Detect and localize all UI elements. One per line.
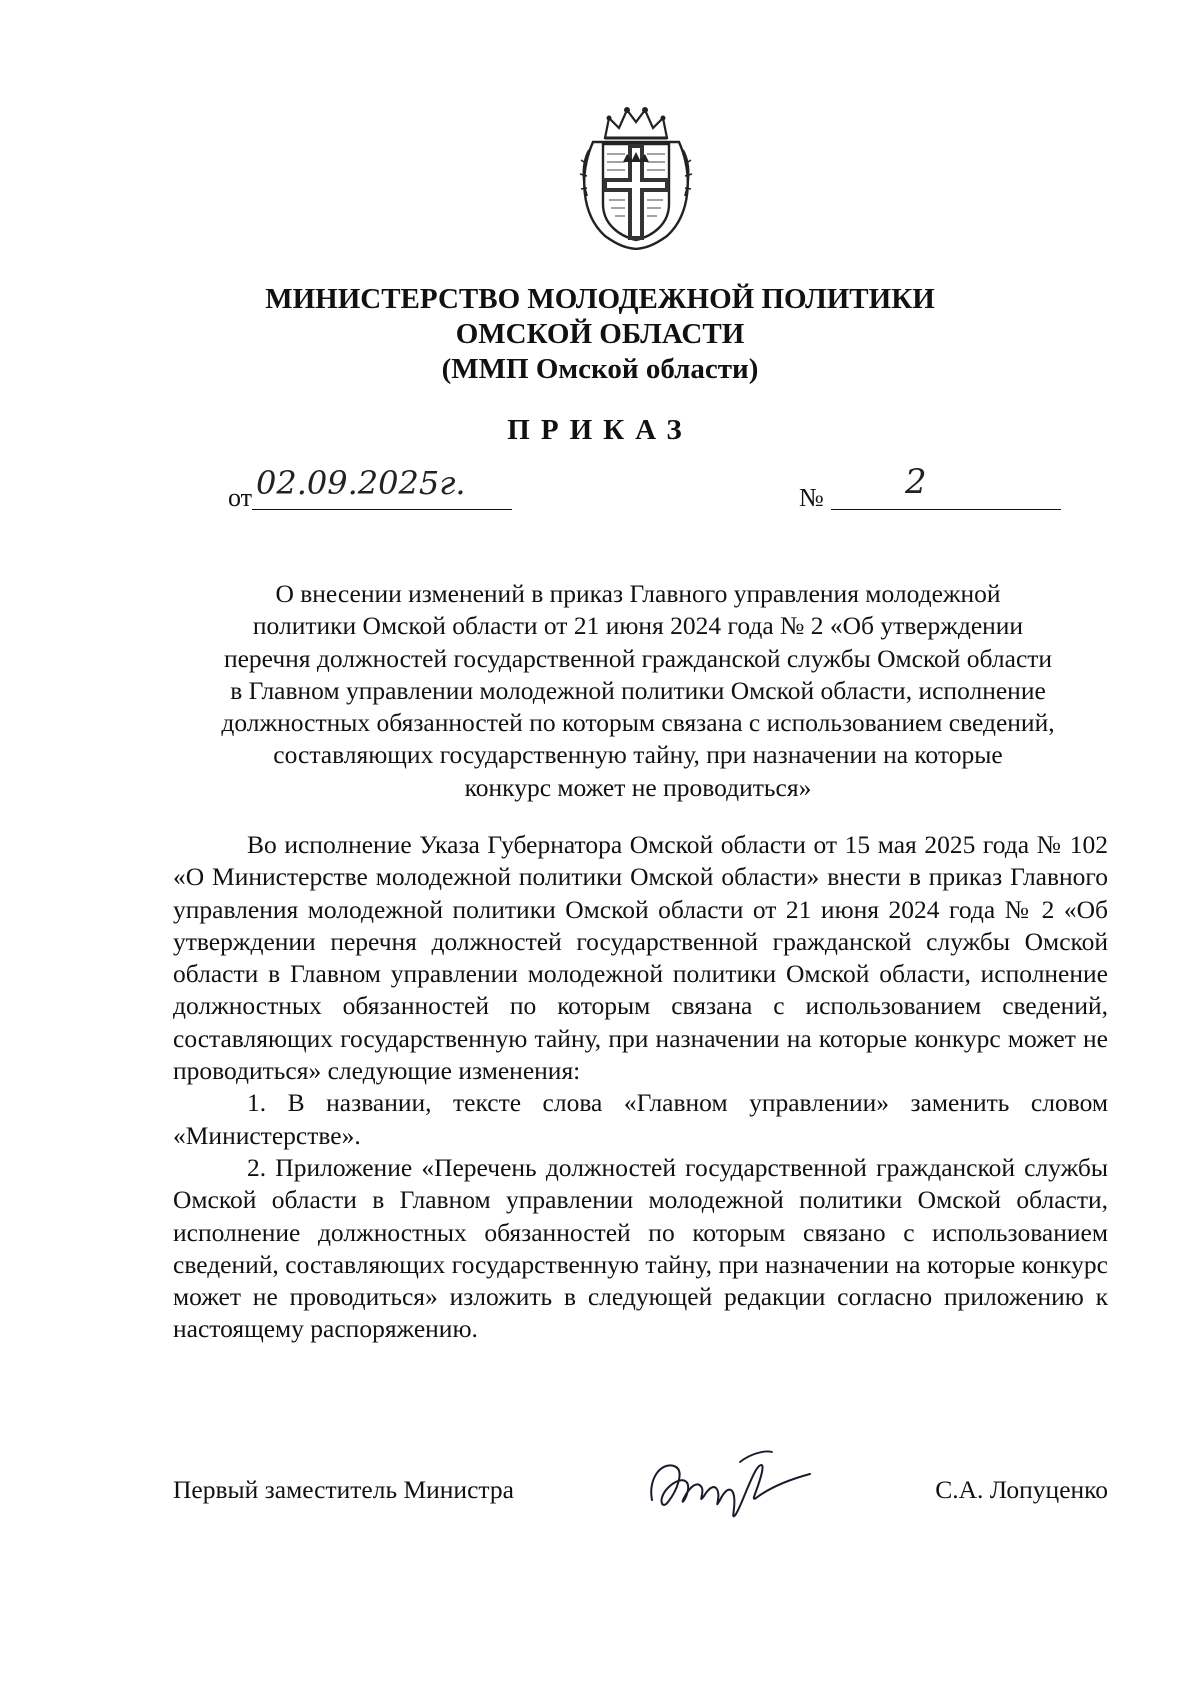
body-paragraph-item-2: 2. Приложение «Перечень должностей государственной гражданской службы Омской области в Главном управлении молодежной политики Омской области, исполнение должностных обязанностей по которым связано с использованием сведений, составляющих государственную тайну, при назначении на которые конкурс может не проводиться» изложить в следующей редакции согласно приложению к настоящему распоряжению. — [173, 1152, 1108, 1344]
ministry-abbreviation: (ММП Омской области) — [441, 353, 759, 385]
date-value: 02.09.2025г. — [256, 464, 466, 502]
subject-line: О внесении изменений в приказ Главного управления молодежной — [275, 579, 1001, 608]
number-underline — [831, 509, 1061, 510]
body-paragraph-preamble: Во исполнение Указа Губернатора Омской области от 15 мая 2025 года № 102 «О Министерстве молодежной политики Омской области» внести в приказ Главного управления молодежной политики Омской области от 21 июня 2024 года № 2 «Об утверждении перечня должностей государственной гражданской службы Омской области в Главном управлении молодежной политики Омской области, исполнение должностных обязанностей по которым связана с использованием сведений, составляющих государственную тайну, при назначении на которые конкурс может не проводиться» следующие изменения: — [173, 830, 1108, 1086]
subject-line: в Главном управлении молодежной политики Омской области, исполнение — [230, 675, 1046, 705]
date-field — [228, 464, 466, 513]
subject-line: составляющих государственную тайну, при назначении на которые — [273, 740, 1003, 770]
date-prefix: от — [228, 483, 253, 512]
body-paragraph-item-1: 1. В названии, тексте слова «Главном управлении» заменить словом «Министерстве». — [173, 1088, 1108, 1150]
document-type: ПРИКАЗ — [507, 414, 693, 446]
number-field — [799, 462, 927, 513]
subject-line: должностных обязанностей по которым связана с использованием сведений, — [221, 708, 1055, 738]
signatory-position: Первый заместитель Министра — [173, 1475, 514, 1504]
order-body — [173, 829, 1108, 1346]
handwritten-signature-icon — [640, 1440, 830, 1526]
number-value: 2 — [905, 462, 927, 502]
coat-of-arms-icon — [575, 104, 697, 250]
date-underline — [252, 509, 512, 510]
subject-line: политики Омской области от 21 июня 2024 года № 2 «Об утверждении — [252, 611, 1024, 641]
ministry-name-line1: МИНИСТЕРСТВО МОЛОДЕЖНОЙ ПОЛИТИКИ — [265, 283, 935, 315]
order-subject — [178, 578, 1098, 804]
ministry-name-line2: ОМСКОЙ ОБЛАСТИ — [455, 318, 745, 350]
subject-line: перечня должностей государственной гражданской службы Омской области — [223, 643, 1053, 673]
signatory-name: С.А. Лопуценко — [935, 1475, 1108, 1504]
subject-line: конкурс может не проводиться» — [464, 772, 812, 802]
number-prefix: № — [799, 483, 824, 512]
